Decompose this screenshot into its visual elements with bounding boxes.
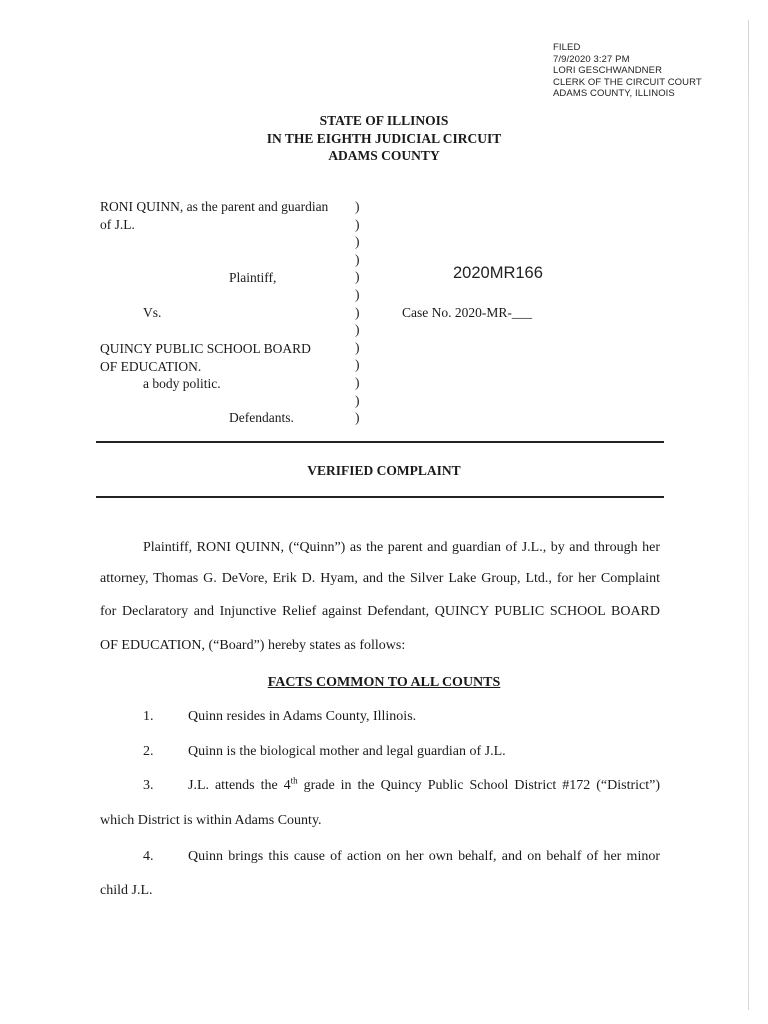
paren: ) [355, 410, 360, 426]
document-title: VERIFIED COMPLAINT [307, 463, 461, 478]
paren: ) [355, 339, 360, 355]
paragraph-3-text [188, 775, 660, 794]
plaintiff-label: Plaintiff, [229, 270, 277, 285]
paren: ) [355, 357, 360, 373]
paren: ) [355, 269, 360, 285]
paragraph-number: 3. [143, 778, 154, 793]
stamp-clerk-name: LORI GESCHWANDNER [553, 65, 663, 76]
court-header [0, 112, 768, 165]
paren: ) [355, 374, 360, 390]
stamp-datetime: 7/9/2020 3:27 PM [553, 53, 630, 65]
paragraph-number: 1. [143, 709, 154, 724]
caption-defendant [100, 340, 311, 393]
paragraph-4-text: Quinn brings this cause of action on her own behalf, and on behalf of her minor [188, 849, 660, 864]
court-circuit: IN THE EIGHTH JUDICIAL CIRCUIT [266, 130, 502, 146]
case-number-label: Case No. 2020-MR-___ [402, 305, 533, 320]
plaintiff-name-line1: RONI QUINN, as the parent and guardian [100, 199, 329, 214]
paragraph-number: 2. [143, 744, 154, 759]
defendant-name-line1: QUINCY PUBLIC SCHOOL BOARD [100, 341, 311, 356]
stamp-status: FILED [553, 42, 581, 53]
paragraph-1-text: Quinn resides in Adams County, Illinois. [188, 709, 417, 724]
paragraph-4-line-2: child J.L. [100, 883, 153, 898]
paren: ) [355, 322, 360, 338]
scan-edge-line [748, 20, 749, 1010]
paragraph-3-line-2: which District is within Adams County. [100, 813, 322, 828]
paren: ) [355, 199, 360, 214]
defendant-label: Defendants. [229, 410, 294, 425]
caption-plaintiff [100, 198, 328, 233]
title-top-rule [96, 441, 664, 443]
case-number-stamp: 2020MR166 [453, 264, 543, 282]
defendant-name-line2: OF EDUCATION. [100, 358, 202, 374]
paragraph-3-text-b: grade in the Quincy Public School District #172 (“District”) [297, 778, 660, 793]
paren: ) [355, 392, 360, 408]
paragraph-number: 4. [143, 849, 154, 864]
intro-line-2: attorney, Thomas G. DeVore, Erik D. Hyam, and the Silver Lake Group, Ltd., for her Complaint [100, 571, 660, 586]
paren: ) [355, 216, 360, 232]
stamp-county: ADAMS COUNTY, ILLINOIS [553, 88, 675, 99]
intro-line-1: Plaintiff, RONI QUINN, (“Quinn”) as the parent and guardian of J.L., by and through her [143, 540, 660, 555]
intro-line-4: OF EDUCATION, (“Board”) hereby states as follows: [100, 638, 406, 653]
filing-stamp [553, 42, 702, 100]
paragraph-3-text-a: J.L. attends the 4 [188, 778, 291, 793]
ordinal-suffix: th [290, 775, 298, 786]
paren: ) [355, 304, 360, 320]
plaintiff-name-line2: of J.L. [100, 216, 135, 232]
court-county: ADAMS COUNTY [328, 148, 440, 163]
versus-label: Vs. [143, 305, 162, 320]
defendant-name-line3: a body politic. [143, 376, 221, 391]
court-state: STATE OF ILLINOIS [319, 113, 449, 128]
paren: ) [355, 286, 360, 302]
section-heading: FACTS COMMON TO ALL COUNTS [267, 675, 501, 690]
paragraph-2-text: Quinn is the biological mother and legal guardian of J.L. [188, 744, 506, 759]
paren: ) [355, 251, 360, 267]
paren: ) [355, 234, 360, 250]
intro-line-3: for Declaratory and Injunctive Relief against Defendant, QUINCY PUBLIC SCHOOL BOARD [100, 604, 660, 619]
title-bottom-rule [96, 496, 664, 498]
stamp-clerk-title: CLERK OF THE CIRCUIT COURT [553, 76, 702, 88]
caption-parentheses [355, 198, 360, 427]
